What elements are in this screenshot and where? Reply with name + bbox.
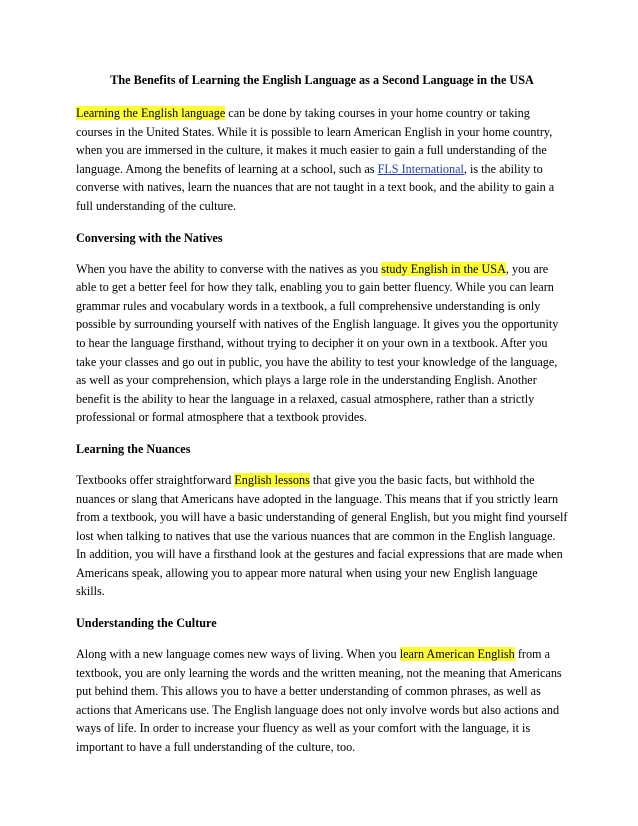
- section-text-before: Along with a new language comes new ways of living. When you: [76, 647, 400, 662]
- intro-paragraph: [76, 104, 568, 216]
- section-text-before: When you have the ability to converse with the natives as you: [76, 261, 382, 276]
- document-page: [76, 72, 568, 771]
- section-text-after: , you are able to get a better feel for how they talk, enabling you to gain better fluency. While you can learn grammar rules and vocabulary words in a textbook, a full comprehensive understanding is only possible by surrounding yourself with natives of the English language. It gives you the opportunity to hear the language firsthand, without trying to decipher it on your own in a textbook. After you take your classes and go out in public, you have the ability to test your knowledge of the language, as well as your comprehension, which plays a large role in the understanding English. Another benefit is the ability to hear the language in a relaxed, casual atmosphere, rather than a strictly professional or formal atmosphere that a textbook provides.: [76, 261, 559, 425]
- intro-highlight: Learning the English language: [76, 106, 226, 120]
- section-heading-conversing: Conversing with the Natives: [76, 230, 223, 245]
- section-text-after: that give you the basic facts, but withhold the nuances or slang that Americans have adopted in the language. This means that if you strictly learn from a textbook, you will have a basic understanding of general English, but you might find yourself lost when talking to natives that use the various nuances that are common in the English language. In addition, you will have a firsthand look at the gestures and facial expressions that are made when Americans speak, allowing you to appear more natural when using your new English language skills.: [76, 472, 568, 599]
- intro-text-1: can be done by taking courses in your home country or taking courses in the United States. While it is possible to learn American English in your home country, when you are immersed in the culture, it makes it much easier to gain a full understanding of the language. Among the benefits of learning at a school, such as: [76, 106, 553, 176]
- section-heading-nuances: Learning the Nuances: [76, 441, 191, 456]
- section-heading-culture: Understanding the Culture: [76, 616, 217, 631]
- section-highlight: study English in the USA: [381, 261, 506, 276]
- section-highlight: English lessons: [234, 472, 310, 487]
- section-paragraph-culture: [76, 645, 568, 757]
- section-text-after: from a textbook, you are only learning the words and the written meaning, not the meaning that Americans put behind them. This allows you to have a better understanding of common phrases, as well as actions that Americans use. The English language does not only involve words but also actions and ways of life. In order to increase your fluency as well as your comfort with the language, it is important to have a full understanding of the culture, too.: [76, 647, 562, 755]
- fls-international-link[interactable]: FLS International: [377, 161, 464, 176]
- intro-text-2: , is the ability to converse with natives, learn the nuances that are not taught in a text book, and the ability to gain a full understanding of the culture.: [76, 161, 555, 213]
- document-title: The Benefits of Learning the English Language as a Second Language in the USA: [110, 73, 534, 87]
- section-highlight: learn American English: [399, 647, 515, 662]
- section-text-before: Textbooks offer straightforward: [76, 472, 235, 487]
- section-paragraph-conversing: [76, 260, 568, 427]
- section-paragraph-nuances: [76, 471, 568, 601]
